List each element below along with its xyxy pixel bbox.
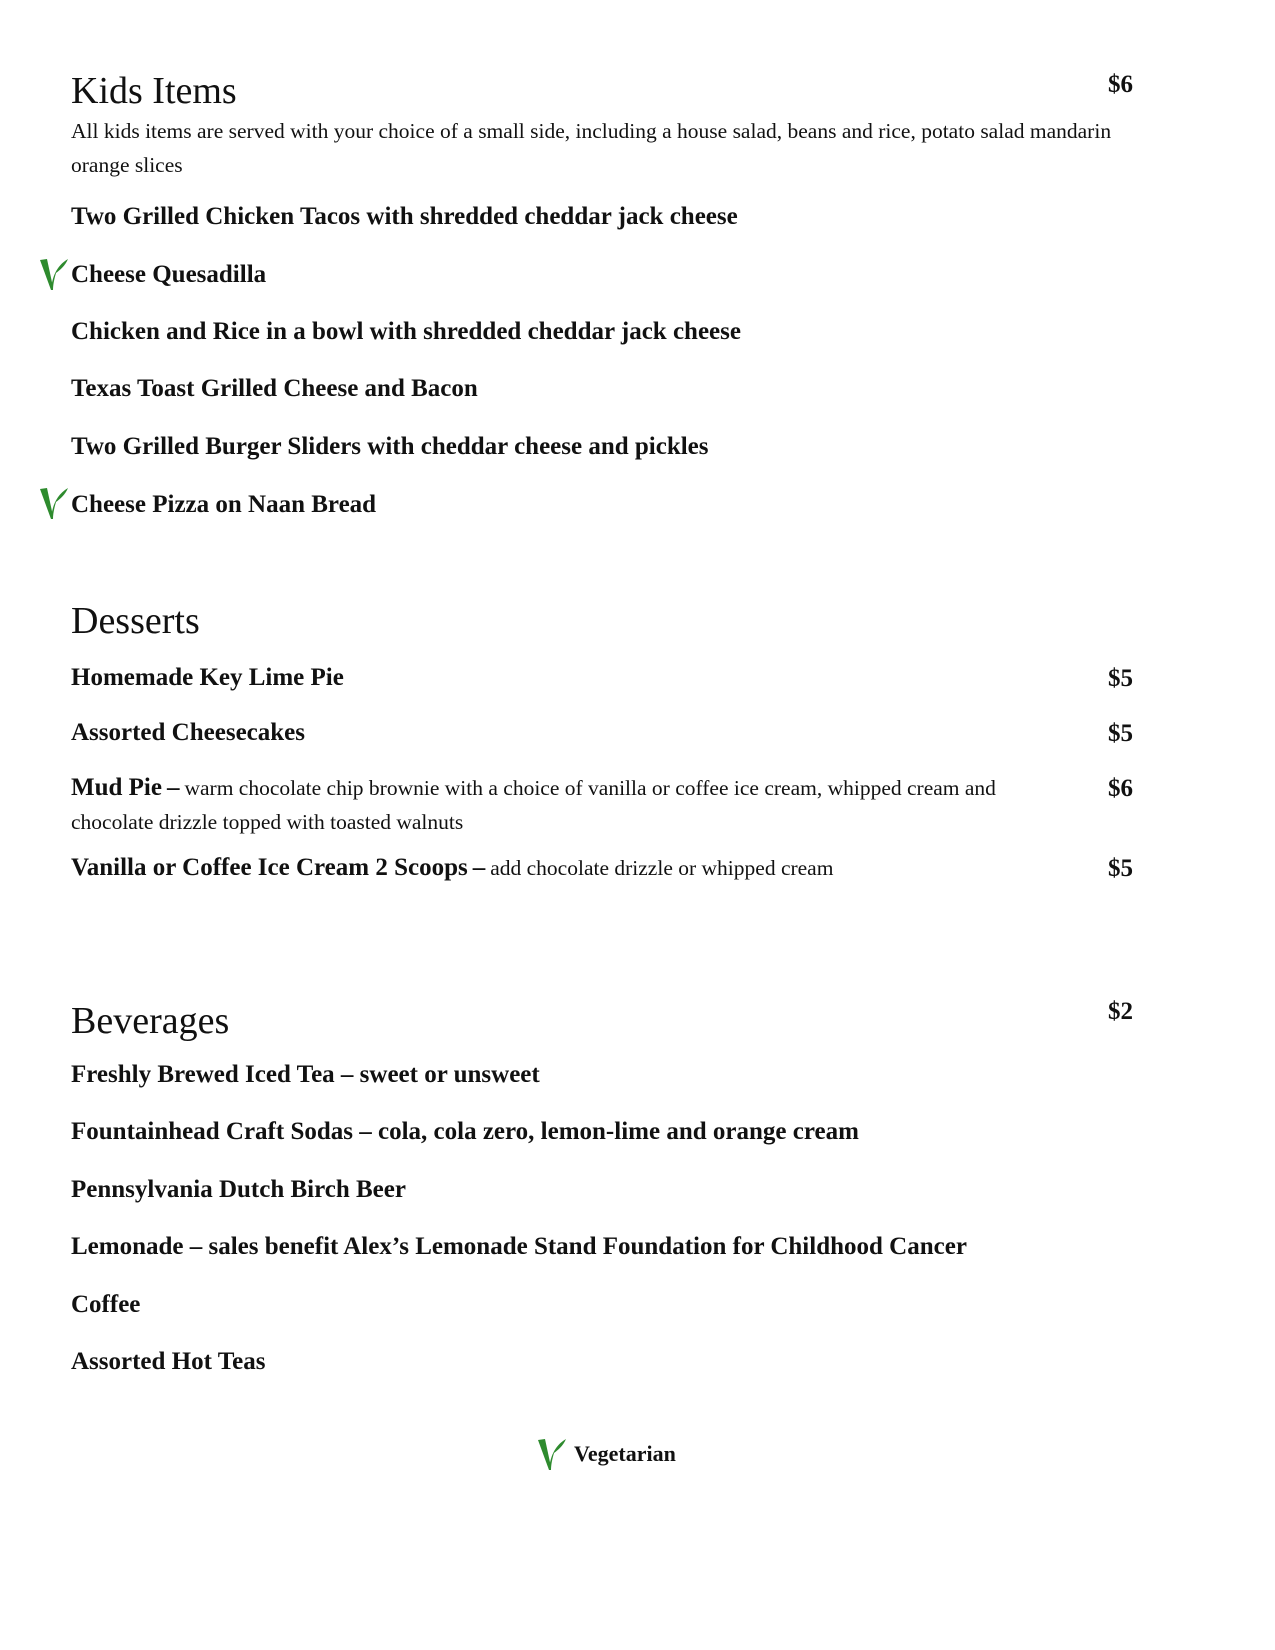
vegetarian-leaf-icon xyxy=(38,256,70,292)
dessert-price: $5 xyxy=(1108,855,1133,882)
dash-separator: – xyxy=(166,774,180,801)
beverage-item: Pennsylvania Dutch Birch Beer xyxy=(71,1176,406,1203)
kids-item: Texas Toast Grilled Cheese and Bacon xyxy=(71,375,478,402)
dessert-item-name: Vanilla or Coffee Ice Cream 2 Scoops xyxy=(71,854,468,881)
dessert-price: $5 xyxy=(1108,665,1133,692)
kids-item: Two Grilled Chicken Tacos with shredded cheddar jack cheese xyxy=(71,203,738,230)
beverages-section-title: Beverages xyxy=(71,1000,230,1042)
kids-item-vegetarian: Cheese Quesadilla xyxy=(71,261,267,288)
kids-item: Two Grilled Burger Sliders with cheddar cheese and pickles xyxy=(71,433,709,460)
beverage-item: Coffee xyxy=(71,1291,141,1318)
beverage-item: Fountainhead Craft Sodas – cola, cola zero, lemon-lime and orange cream xyxy=(71,1118,859,1145)
kids-price: $6 xyxy=(1108,71,1133,98)
beverage-item: Freshly Brewed Iced Tea – sweet or unsweet xyxy=(71,1061,540,1088)
kids-item-vegetarian: Cheese Pizza on Naan Bread xyxy=(71,491,377,518)
dessert-item-description: warm chocolate chip brownie with a choice of vanilla or coffee ice cream, whipped cream and chocolate drizzle topped with toasted walnuts xyxy=(71,776,996,834)
beverages-price: $2 xyxy=(1108,998,1133,1025)
kids-section-title: Kids Items xyxy=(71,70,237,112)
vegetarian-legend xyxy=(536,1435,676,1473)
beverage-item: Assorted Hot Teas xyxy=(71,1348,266,1375)
dessert-item-name: Assorted Cheesecakes xyxy=(71,719,305,746)
beverage-item: Lemonade – sales benefit Alex’s Lemonade Stand Foundation for Childhood Cancer xyxy=(71,1233,967,1260)
dessert-item-mud-pie xyxy=(71,771,1036,839)
dessert-price: $6 xyxy=(1108,775,1133,802)
desserts-section-title: Desserts xyxy=(71,600,200,642)
dessert-item-ice-cream xyxy=(71,853,833,883)
vegetarian-leaf-icon xyxy=(536,1436,568,1472)
dessert-item-description: add chocolate drizzle or whipped cream xyxy=(490,856,834,880)
kids-note: All kids items are served with your choice of a small side, including a house salad, beans and rice, potato salad mandarin orange slices xyxy=(71,119,1112,177)
kids-item: Chicken and Rice in a bowl with shredded cheddar jack cheese xyxy=(71,318,741,345)
dessert-price: $5 xyxy=(1108,720,1133,747)
legend-label: Vegetarian xyxy=(574,1441,676,1466)
dash-separator: – xyxy=(472,854,486,881)
vegetarian-leaf-icon xyxy=(38,485,70,521)
dessert-item-name: Mud Pie xyxy=(71,774,162,801)
dessert-item-name: Homemade Key Lime Pie xyxy=(71,664,344,691)
